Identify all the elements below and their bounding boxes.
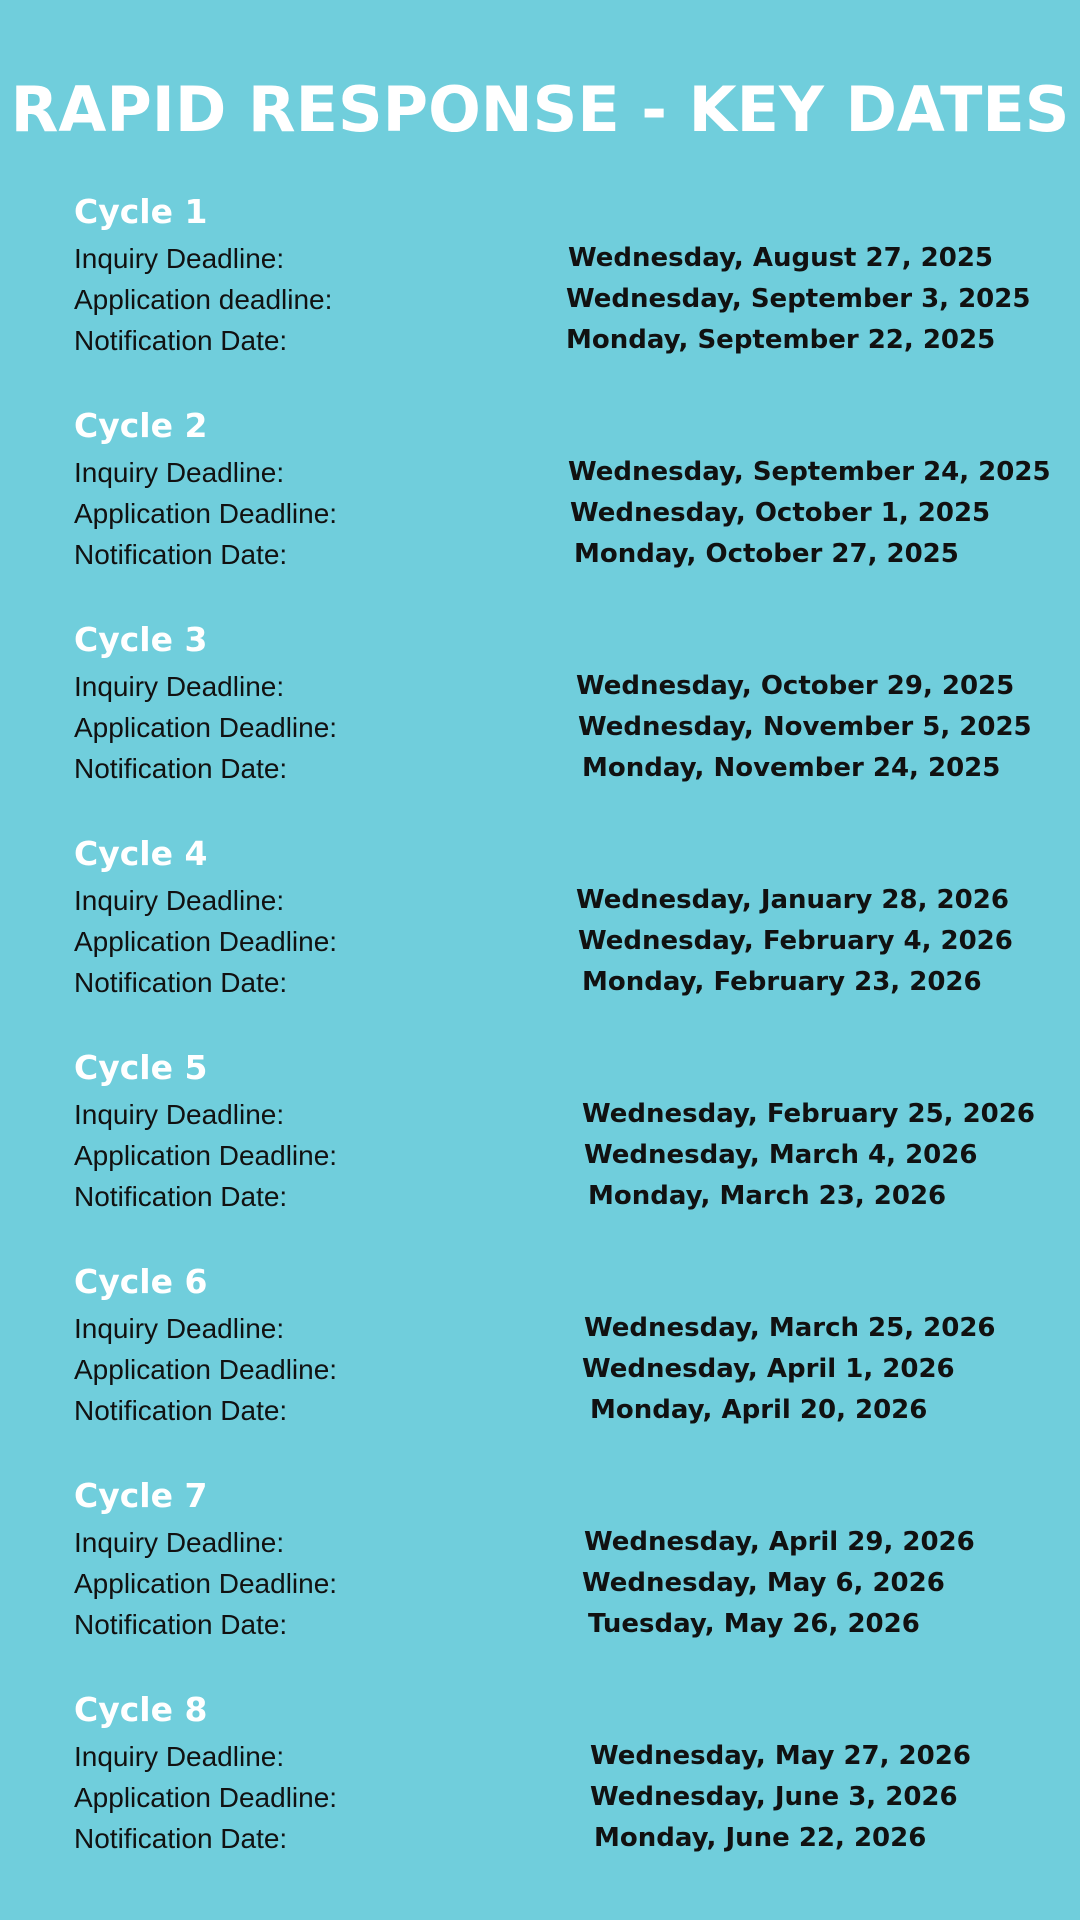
notification-row <box>74 1818 1034 1859</box>
application-row <box>74 1135 1034 1176</box>
row-label: Inquiry Deadline: <box>74 457 285 488</box>
application-row <box>74 921 1034 962</box>
row-date: Wednesday, March 25, 2026 <box>584 1313 996 1343</box>
inquiry-row <box>74 1736 1034 1777</box>
inquiry-row <box>74 1522 1034 1563</box>
cycle-title: Cycle 3 <box>74 620 208 659</box>
row-label: Application Deadline: <box>74 926 338 957</box>
row-date: Wednesday, September 24, 2025 <box>568 457 1051 487</box>
notification-row <box>74 962 1034 1003</box>
cycle-5 <box>74 1048 1034 1217</box>
row-date: Wednesday, March 4, 2026 <box>584 1140 978 1170</box>
row-date: Wednesday, February 4, 2026 <box>578 926 1013 956</box>
application-row <box>74 707 1034 748</box>
application-row <box>74 1563 1034 1604</box>
row-date: Wednesday, November 5, 2025 <box>578 712 1032 742</box>
row-date: Monday, April 20, 2026 <box>590 1395 928 1425</box>
row-date: Monday, October 27, 2025 <box>574 539 959 569</box>
cycle-title: Cycle 1 <box>74 192 208 231</box>
row-label: Application Deadline: <box>74 1568 338 1599</box>
notification-row <box>74 1604 1034 1645</box>
application-row <box>74 1349 1034 1390</box>
row-date: Monday, March 23, 2026 <box>588 1181 947 1211</box>
row-date: Monday, February 23, 2026 <box>582 967 982 997</box>
row-label: Notification Date: <box>74 753 288 784</box>
cycle-title: Cycle 5 <box>74 1048 208 1087</box>
row-date: Tuesday, May 26, 2026 <box>588 1609 920 1639</box>
row-date: Wednesday, April 1, 2026 <box>582 1354 955 1384</box>
row-date: Wednesday, May 6, 2026 <box>582 1568 945 1598</box>
row-date: Wednesday, September 3, 2025 <box>566 284 1031 314</box>
row-label: Inquiry Deadline: <box>74 1313 285 1344</box>
cycle-3 <box>74 620 1034 789</box>
cycle-7 <box>74 1476 1034 1645</box>
cycle-2 <box>74 406 1051 575</box>
row-label: Notification Date: <box>74 1181 288 1212</box>
inquiry-row <box>74 1308 1034 1349</box>
inquiry-row <box>74 880 1034 921</box>
row-date: Monday, September 22, 2025 <box>566 325 996 355</box>
page-title: RAPID RESPONSE - KEY DATES <box>10 73 1070 146</box>
row-date: Wednesday, October 29, 2025 <box>576 671 1015 701</box>
row-date: Wednesday, October 1, 2025 <box>570 498 991 528</box>
row-label: Application Deadline: <box>74 498 338 529</box>
row-label: Notification Date: <box>74 967 288 998</box>
row-label: Inquiry Deadline: <box>74 671 285 702</box>
row-label: Inquiry Deadline: <box>74 885 285 916</box>
notification-row <box>74 1390 1034 1431</box>
notification-row <box>74 748 1034 789</box>
cycle-title: Cycle 8 <box>74 1690 208 1729</box>
row-label: Inquiry Deadline: <box>74 1741 285 1772</box>
cycle-title: Cycle 7 <box>74 1476 208 1515</box>
row-label: Notification Date: <box>74 1395 288 1426</box>
row-label: Inquiry Deadline: <box>74 243 285 274</box>
row-label: Application Deadline: <box>74 1140 338 1171</box>
row-date: Monday, November 24, 2025 <box>582 753 1001 783</box>
row-date: Monday, June 22, 2026 <box>594 1823 927 1853</box>
cycle-title: Cycle 2 <box>74 406 208 445</box>
row-date: Wednesday, August 27, 2025 <box>568 243 994 273</box>
row-label: Application deadline: <box>74 284 333 315</box>
row-label: Application Deadline: <box>74 712 338 743</box>
row-label: Notification Date: <box>74 1609 288 1640</box>
row-label: Inquiry Deadline: <box>74 1099 285 1130</box>
notification-row <box>74 534 1034 575</box>
application-row <box>74 279 1034 320</box>
cycle-4 <box>74 834 1034 1003</box>
inquiry-row <box>74 238 1034 279</box>
application-row <box>74 1777 1034 1818</box>
row-label: Application Deadline: <box>74 1354 338 1385</box>
notification-row <box>74 1176 1034 1217</box>
cycle-1 <box>74 192 1034 361</box>
row-date: Wednesday, June 3, 2026 <box>590 1782 958 1812</box>
notification-row <box>74 320 1034 361</box>
row-date: Wednesday, May 27, 2026 <box>590 1741 971 1771</box>
row-label: Application Deadline: <box>74 1782 338 1813</box>
row-label: Notification Date: <box>74 325 288 356</box>
inquiry-row <box>74 452 1051 493</box>
row-date: Wednesday, April 29, 2026 <box>584 1527 975 1557</box>
row-date: Wednesday, February 25, 2026 <box>582 1099 1035 1129</box>
row-label: Notification Date: <box>74 539 288 570</box>
inquiry-row <box>74 666 1034 707</box>
inquiry-row <box>74 1094 1034 1135</box>
row-label: Notification Date: <box>74 1823 288 1854</box>
row-label: Inquiry Deadline: <box>74 1527 285 1558</box>
application-row <box>74 493 1034 534</box>
cycle-8 <box>74 1690 1034 1859</box>
cycle-title: Cycle 4 <box>74 834 208 873</box>
row-date: Wednesday, January 28, 2026 <box>576 885 1009 915</box>
cycle-6 <box>74 1262 1034 1431</box>
cycle-title: Cycle 6 <box>74 1262 208 1301</box>
